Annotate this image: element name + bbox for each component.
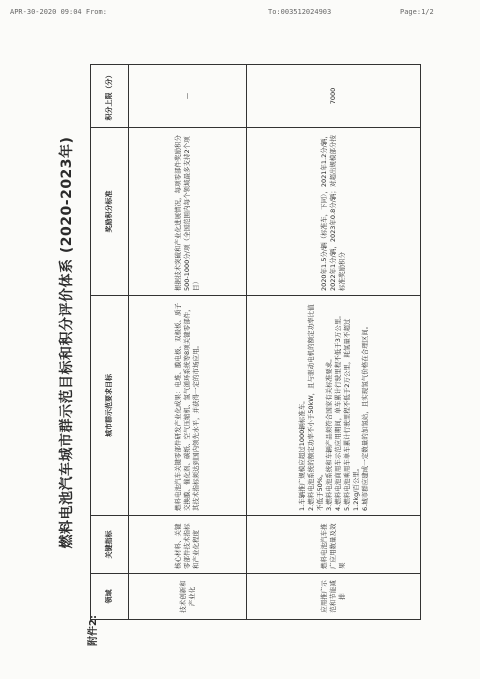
header-award: 奖励积分标准 [91, 128, 129, 296]
cell-field: 技术创新和产业化 [129, 574, 247, 620]
header-key-indicator: 关键指标 [91, 516, 129, 574]
cell-key-indicator: 燃料电池汽车推广应用数量及效果 [247, 516, 421, 574]
document-title: 燃料电池汽车城市群示范目标和积分评价体系 (2020-2023年) [59, 136, 75, 549]
fax-header [0, 8, 480, 22]
requirement-item: 5.燃料电池乘用车单车累计行驶里程不低于2万公里，耗氢量不超过1.2kg/百公里。 [342, 318, 360, 511]
cell-key-indicator: 核心材料、关键零部件技术指标和产业化程度 [129, 516, 247, 574]
requirement-item: 2.燃料电池系统的额定功率不小于50kW，且与驱动电机的额定功率比值不低于50%。 [306, 304, 324, 511]
fax-recipient: To:003512024903 [268, 8, 332, 16]
fax-timestamp: APR-30-2020 09:04 From: [10, 8, 107, 16]
evaluation-table [90, 64, 421, 620]
cell-max-score: 7000 [247, 65, 421, 128]
table-row [129, 65, 247, 620]
cell-award: 根据技术突破和产业化进展情况，每项零部件奖励积分500-1000分/项（全国范围内每个领域最多支持2个项目） [129, 128, 247, 296]
attachment-label: 附件2: [88, 615, 99, 646]
rotated-document [48, 65, 433, 646]
requirement-item: 3.燃料电池系统和车辆产品须符合国家有关标准要求。 [324, 355, 333, 511]
requirement-item: 1.车辆推广规模应超过1000辆标准车。 [297, 397, 306, 511]
cell-field: 应用推广示范和节能减排 [247, 574, 421, 620]
cell-award: 2020年1.5分/辆（标准车，下同），2021年1.2分/辆，2022年1分/辆，2023年0.8分/辆；对超出规模部分按标准奖励积分 [247, 128, 421, 296]
header-requirement: 城市群示范要求目标 [91, 296, 129, 516]
cell-requirement: 燃料电池汽车关键零部件研发产业化成果：电堆、膜电极、双极板、质子交换膜、催化剂、碳纸、空气压缩机、氢气循环系统等8项关键零部件，其技术指标须达到国内领先水平，并获得一定的市场应用。 [129, 296, 247, 516]
fax-page-number: Page:1/2 [400, 8, 434, 16]
header-field: 领域 [91, 574, 129, 620]
cell-requirement-list [247, 296, 421, 516]
cell-max-score: — [129, 65, 247, 128]
requirement-item: 4.燃料电池商用车示范应用期间，单车累计行驶里程不低于3万公里。 [333, 312, 342, 511]
table-header-row [91, 65, 129, 620]
table-row [247, 65, 421, 620]
header-max-score: 积分上限（分） [91, 65, 129, 128]
requirement-item: 6.城市群应建成一定数量的加氢站，且实现氢气价格在合理区间。 [360, 322, 369, 511]
